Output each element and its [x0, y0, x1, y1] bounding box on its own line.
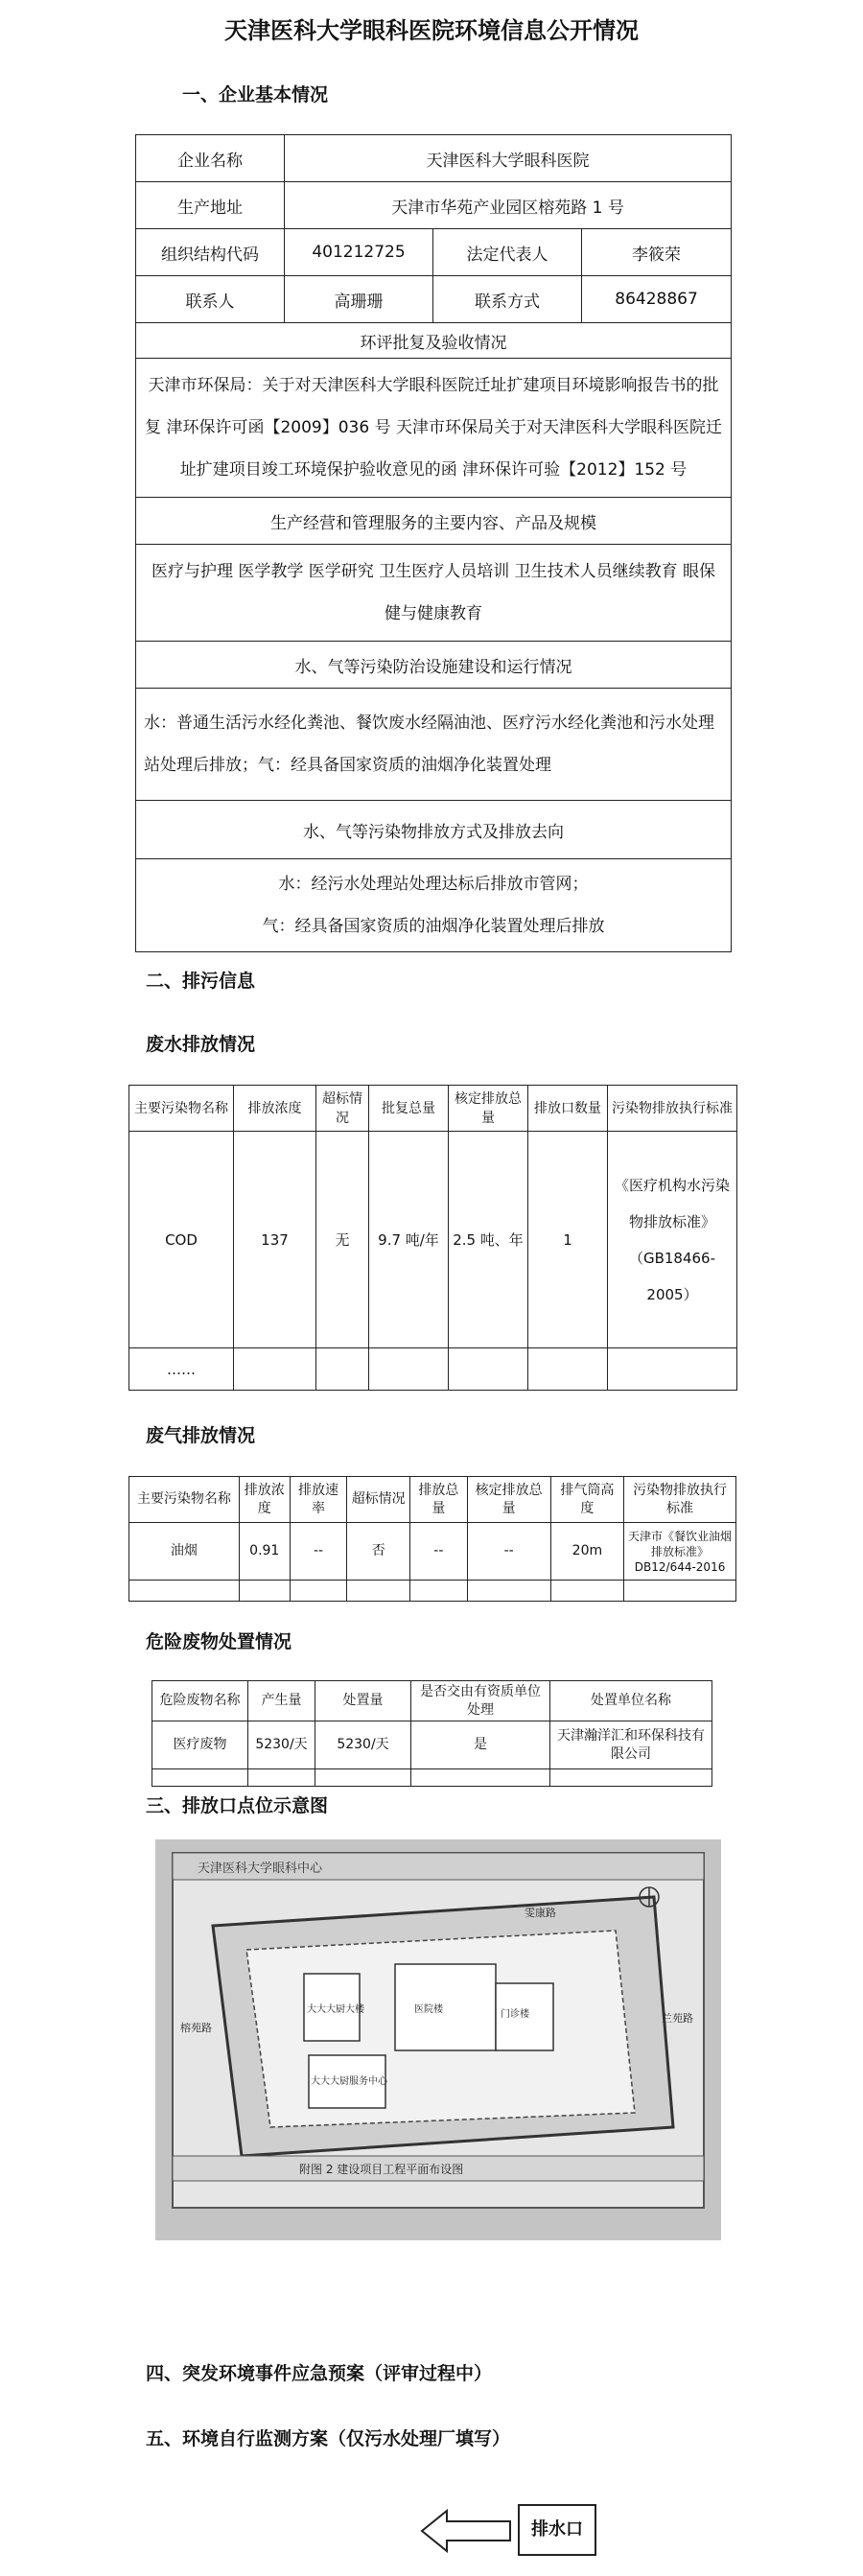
section-wastewater: 废水排放情况: [146, 1034, 256, 1055]
gas-header-5: 核定排放总量: [467, 1477, 550, 1523]
gas-cell-1: 0.91: [239, 1523, 290, 1581]
table-row: [129, 1348, 737, 1391]
gas-header-1: 排放浓度: [239, 1477, 290, 1523]
ww-cell-5: 1: [528, 1132, 608, 1348]
rep-value: 李筱荣: [582, 229, 732, 276]
plan-caption: 附图 2 建设项目工程平面布设图: [299, 2163, 464, 2176]
ww-header-3: 批复总量: [369, 1086, 449, 1132]
discharge-gas: 气：经具备国家资质的油烟净化装置处理后排放: [262, 917, 605, 936]
section-emergency: 四、突发环境事件应急预案（评审过程中）: [146, 2363, 493, 2384]
table-row: [152, 1681, 712, 1721]
table-row: [136, 323, 732, 359]
gas-header-0: 主要污染物名称: [129, 1477, 240, 1523]
empty-cell: [411, 1769, 550, 1787]
table-row: [136, 276, 732, 323]
empty-cell: [550, 1581, 623, 1602]
hz-cell-1: 5230/天: [248, 1721, 315, 1769]
empty-cell: [467, 1581, 550, 1602]
empty-cell: [410, 1581, 467, 1602]
ww-cell-4: 2.5 吨、年: [449, 1132, 528, 1348]
hz-header-0: 危险废物名称: [152, 1681, 248, 1721]
hazard-table: [152, 1680, 712, 1787]
road-top: 雯康路: [525, 1907, 556, 1919]
hz-cell-3: 是: [411, 1721, 550, 1769]
eia-text: 天津市环保局：关于对天津医科大学眼科医院迁址扩建项目环境影响报告书的批复 津环保许可函【2009】036 号 天津市环保局关于对天津医科大学眼科医院迁址扩建项目竣工环境保护验收意见的函 津环保许可验【2012】152 号: [136, 359, 732, 498]
table-row: [152, 1769, 712, 1787]
empty-cell: [239, 1581, 290, 1602]
empty-cell: [248, 1769, 315, 1787]
rep-label: 法定代表人: [433, 229, 582, 276]
ww-header-0: 主要污染物名称: [129, 1086, 234, 1132]
gas-header-6: 排气筒高度: [550, 1477, 623, 1523]
table-row: [136, 801, 732, 859]
gas-table: [128, 1476, 736, 1602]
gas-header-2: 排放速率: [290, 1477, 346, 1523]
section-basic-info: 一、企业基本情况: [182, 84, 329, 105]
hz-cell-4: 天津瀚洋汇和环保科技有限公司: [550, 1721, 712, 1769]
empty-cell: [152, 1769, 248, 1787]
section-hazard: 危险废物处置情况: [146, 1631, 292, 1652]
gas-cell-5: --: [467, 1523, 550, 1581]
ops-text: 医疗与护理 医学教学 医学研究 卫生医疗人员培训 卫生技术人员继续教育 眼保健与健康教育: [136, 545, 732, 642]
gas-cell-6: 20m: [550, 1523, 623, 1581]
basic-info-table: [135, 134, 732, 952]
ww-header-5: 排放口数量: [528, 1086, 608, 1132]
ww-header-2: 超标情况: [316, 1086, 369, 1132]
ww-header-1: 排放浓度: [234, 1086, 316, 1132]
empty-cell: [129, 1581, 240, 1602]
empty-cell: [315, 1769, 411, 1787]
hz-header-2: 处置量: [315, 1681, 411, 1721]
phone-value: 86428867: [582, 276, 732, 323]
empty-cell: [449, 1348, 528, 1391]
table-row: [136, 229, 732, 276]
empty-cell: [290, 1581, 346, 1602]
empty-cell: [528, 1348, 608, 1391]
empty-cell: [234, 1348, 316, 1391]
bldg-label-1: 大大大厨大楼: [307, 2004, 364, 2015]
gas-cell-4: --: [410, 1523, 467, 1581]
gas-cell-2: --: [290, 1523, 346, 1581]
facility-header: 水、气等污染防治设施建设和运行情况: [136, 642, 732, 689]
table-row: [136, 182, 732, 229]
empty-cell: [608, 1348, 737, 1391]
empty-cell: [316, 1348, 369, 1391]
section-monitoring: 五、环境自行监测方案（仅污水处理厂填写）: [146, 2428, 511, 2449]
table-row: [136, 545, 732, 642]
bldg-label-2: 大大大厨服务中心: [311, 2076, 387, 2087]
table-row: [129, 1132, 737, 1348]
empty-cell: [369, 1348, 449, 1391]
facility-text: 水：普通生活污水经化粪池、餐饮废水经隔油池、医疗污水经化粪池和污水处理站处理后排放；气：经具备国家资质的油烟净化装置处理: [136, 689, 732, 801]
left-arrow-icon: [418, 2507, 514, 2555]
org-value: 401212725: [285, 229, 433, 276]
hz-header-4: 处置单位名称: [550, 1681, 712, 1721]
table-row: [152, 1721, 712, 1769]
table-row: [136, 135, 732, 182]
contact-value: 高珊珊: [285, 276, 433, 323]
table-row: [129, 1086, 737, 1132]
ww-more: ……: [129, 1348, 234, 1391]
discharge-text: [136, 859, 732, 952]
gas-header-4: 排放总量: [410, 1477, 467, 1523]
section-sitemap: 三、排放口点位示意图: [146, 1795, 329, 1816]
bldg-label-4: 医院楼: [414, 2004, 443, 2015]
hz-header-1: 产生量: [248, 1681, 315, 1721]
contact-label: 联系人: [136, 276, 285, 323]
gas-cell-3: 否: [347, 1523, 410, 1581]
table-row: [129, 1523, 736, 1581]
empty-cell: [347, 1581, 410, 1602]
ww-header-4: 核定排放总量: [449, 1086, 528, 1132]
bldg-label-3: 门诊楼: [501, 2009, 529, 2020]
table-row: [129, 1477, 736, 1523]
outlet-label: 排水口: [518, 2504, 596, 2556]
wastewater-table: [128, 1085, 737, 1391]
section-discharge: 二、排污信息: [146, 971, 256, 992]
hz-cell-0: 医疗废物: [152, 1721, 248, 1769]
ops-header: 生产经营和管理服务的主要内容、产品及规模: [136, 498, 732, 545]
gas-cell-0: 油烟: [129, 1523, 240, 1581]
phone-label: 联系方式: [433, 276, 582, 323]
name-label: 企业名称: [136, 135, 285, 182]
addr-label: 生产地址: [136, 182, 285, 229]
discharge-header: 水、气等污染物排放方式及排放去向: [136, 801, 732, 859]
hz-header-3: 是否交由有资质单位处理: [411, 1681, 550, 1721]
addr-value: 天津市华苑产业园区榕苑路 1 号: [285, 182, 732, 229]
empty-cell: [624, 1581, 736, 1602]
ww-cell-6: 《医疗机构水污染物排放标准》（GB18466-2005）: [608, 1132, 737, 1348]
plan-header: 天津医科大学眼科中心: [198, 1862, 323, 1876]
page-title: 天津医科大学眼科医院环境信息公开情况: [224, 17, 639, 44]
ww-cell-3: 9.7 吨/年: [369, 1132, 449, 1348]
table-row: [136, 498, 732, 545]
gas-cell-7: 天津市《餐饮业油烟排放标准》DB12/644-2016: [624, 1523, 736, 1581]
eia-header: 环评批复及验收情况: [136, 323, 732, 359]
road-right: 兰苑路: [662, 2012, 693, 2025]
table-row: [129, 1581, 736, 1602]
hz-cell-2: 5230/天: [315, 1721, 411, 1769]
table-row: [136, 359, 732, 498]
ww-cell-0: COD: [129, 1132, 234, 1348]
ww-cell-2: 无: [316, 1132, 369, 1348]
name-value: 天津医科大学眼科医院: [285, 135, 732, 182]
discharge-water: 水：经污水处理站处理达标后排放市管网；: [278, 875, 589, 894]
table-row: [136, 642, 732, 689]
empty-cell: [550, 1769, 712, 1787]
ww-cell-1: 137: [234, 1132, 316, 1348]
section-gas: 废气排放情况: [146, 1425, 256, 1446]
org-label: 组织结构代码: [136, 229, 285, 276]
table-row: [136, 859, 732, 952]
site-plan-image: [155, 1839, 721, 2240]
gas-header-7: 污染物排放执行标准: [624, 1477, 736, 1523]
gas-header-3: 超标情况: [347, 1477, 410, 1523]
ww-header-6: 污染物排放执行标准: [608, 1086, 737, 1132]
table-row: [136, 689, 732, 801]
road-left: 榕苑路: [180, 2022, 212, 2034]
